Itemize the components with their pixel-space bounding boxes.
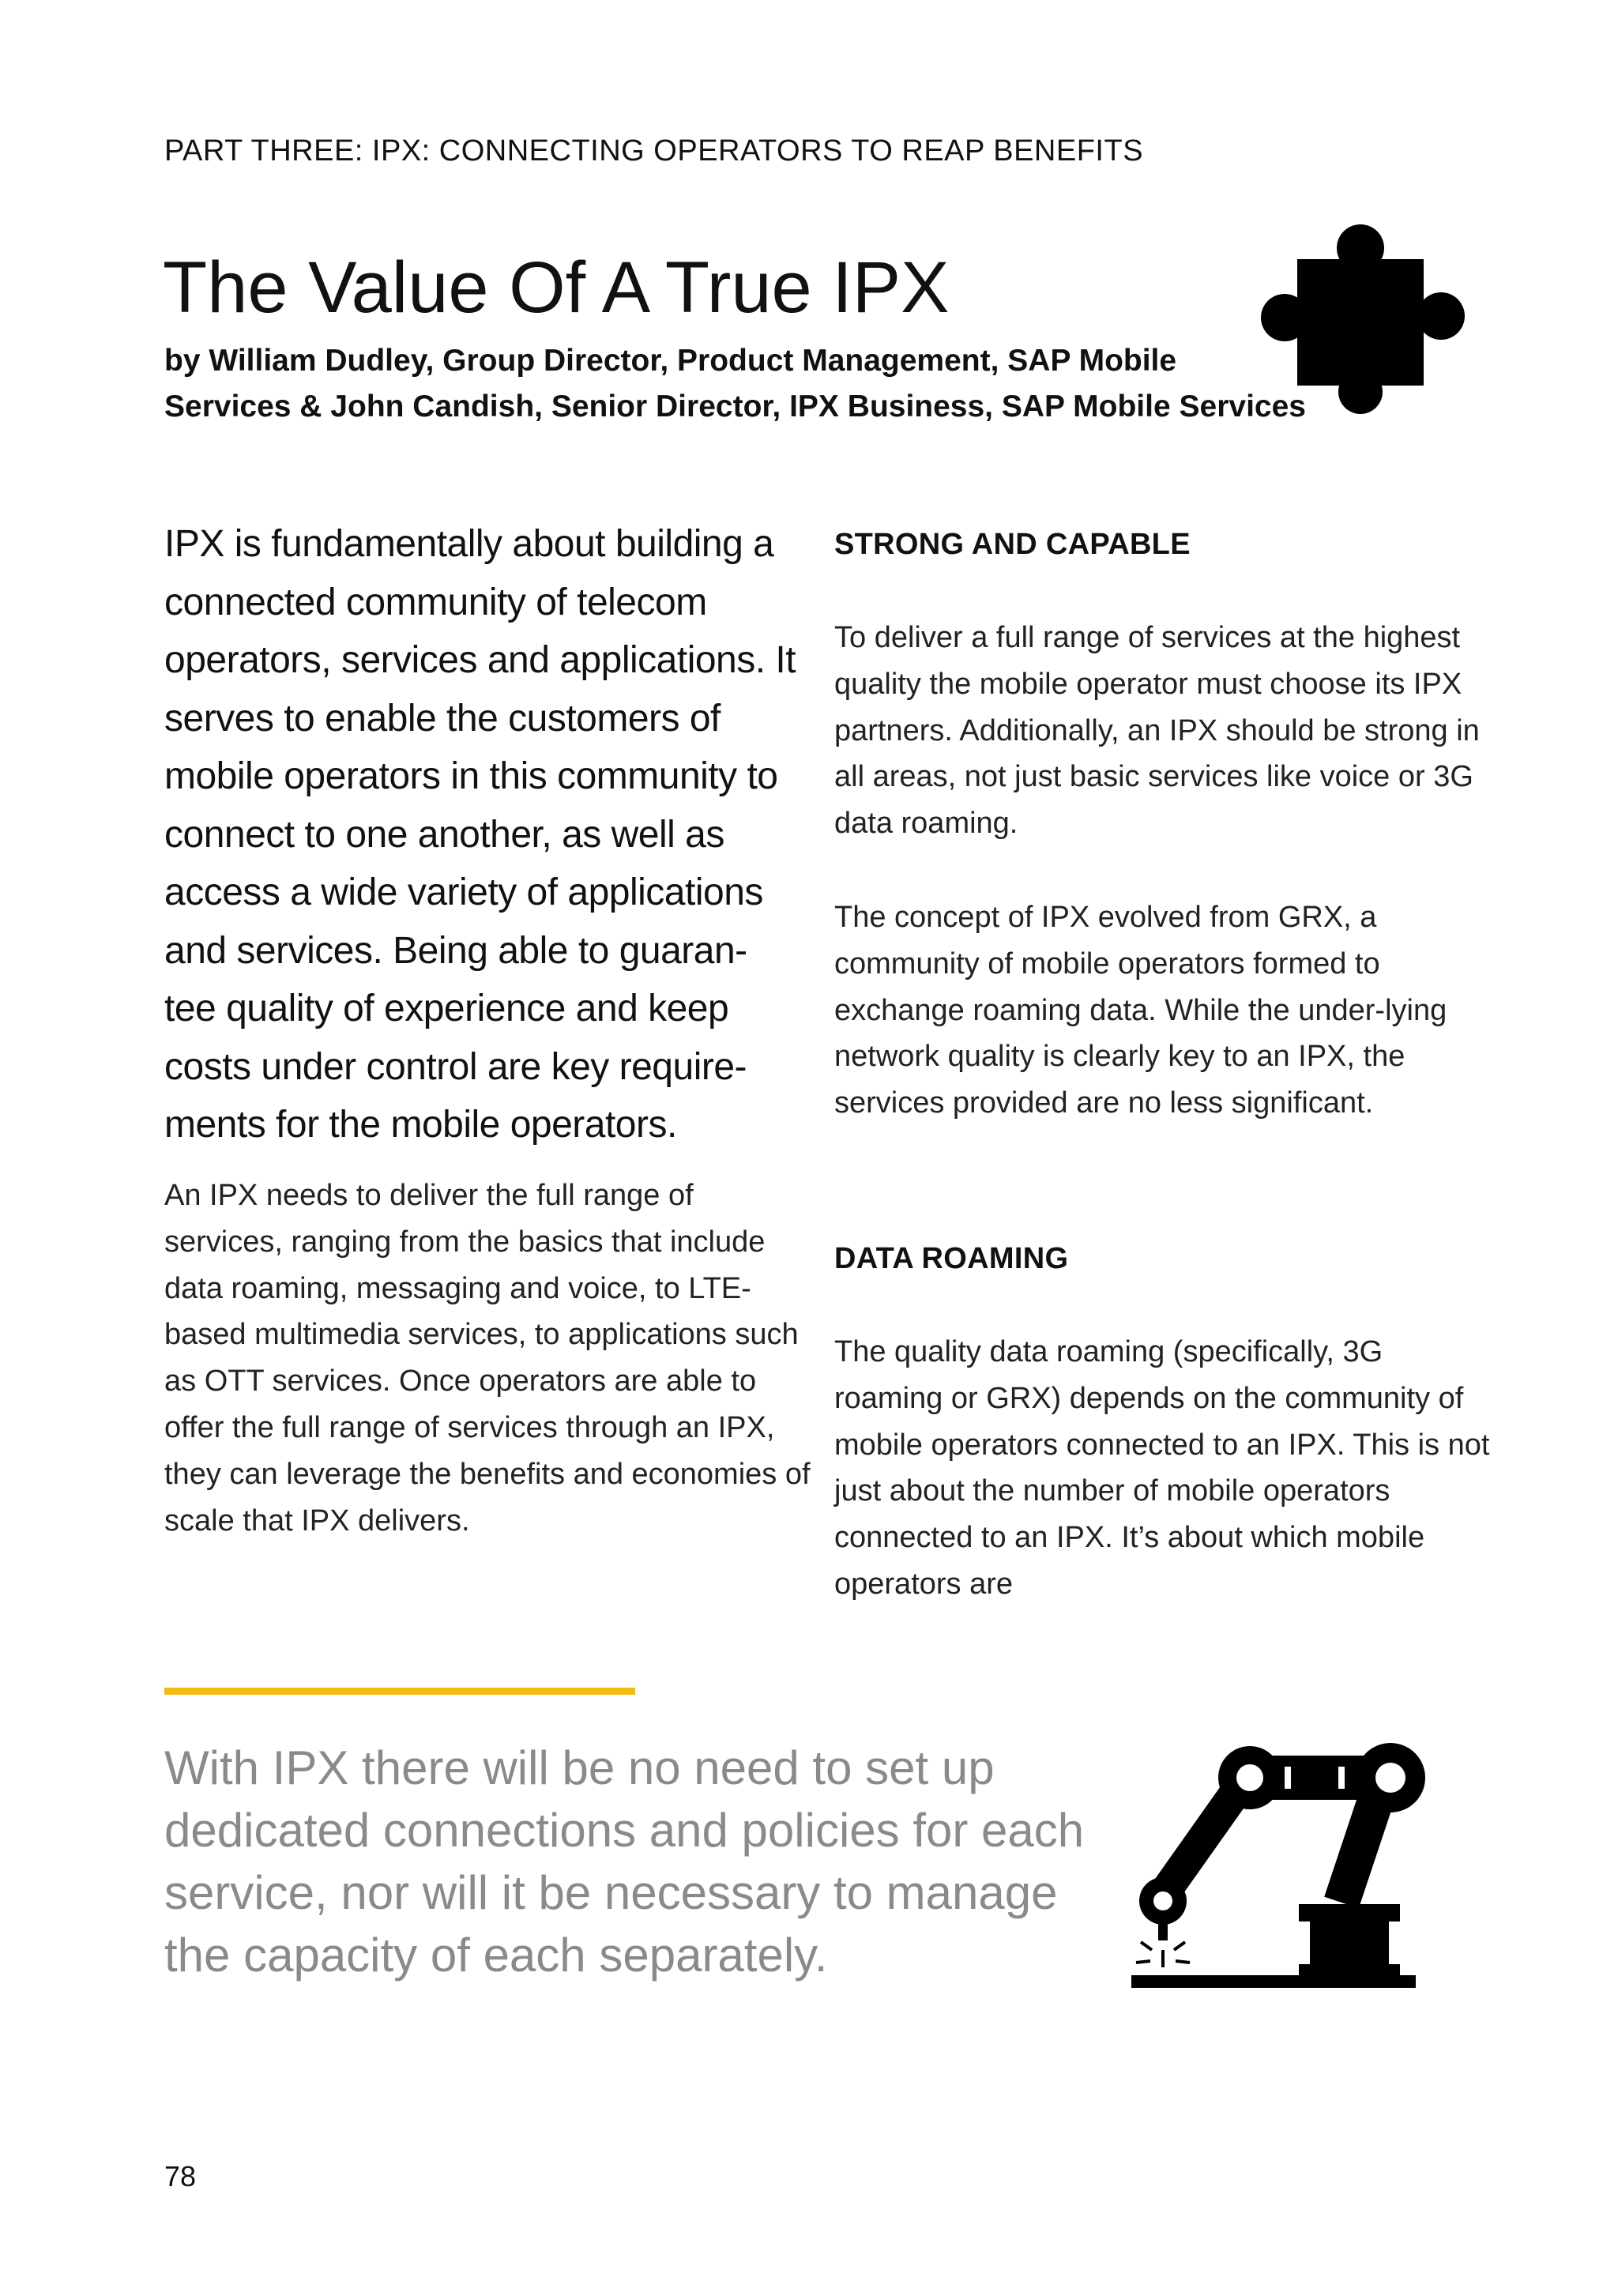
article-title: The Value Of A True IPX <box>163 247 950 328</box>
section-heading-data-roaming: DATA ROAMING <box>834 1241 1069 1275</box>
pull-quote: With IPX there will be no need to set up dedicated connections and policies for each service, nor will it be necessary to manage the capacity of each separately. <box>164 1741 1085 1982</box>
part-title: PART THREE: IPX: CONNECTING OPERATORS TO REAP BENEFITS <box>164 134 1144 167</box>
robot-arm-icon <box>1130 1738 1441 1994</box>
article-byline <box>164 338 1349 430</box>
section-paragraph: The quality data roaming (specifically, 3G roaming or GRX) depends on the community of mobile operators connected to an IPX. This is not just about the number of mobile operators connected to an IPX. It’s about which mobile operators are <box>834 1334 1490 1601</box>
accent-rule <box>164 1688 635 1695</box>
section-paragraph: The concept of IPX evolved from GRX, a community of mobile operators formed to exchange roaming data. While the under-lying network quality is clearly key to an IPX, the services provided are no less significant. <box>834 900 1447 1120</box>
page-number: 78 <box>164 2160 197 2192</box>
body-paragraph: An IPX needs to deliver the full range of services, ranging from the basics that include data roaming, messaging and voice, to LTE-based multimedia services, to applications such as OTT services. Once operators are able to offer the full range of services through an IPX, they can leverage the benefits and economies of scale that IPX delivers. <box>164 1179 811 1538</box>
byline-line: by William Dudley, Group Director, Product Management, SAP Mobile <box>164 344 1177 378</box>
right-column <box>834 521 1498 1608</box>
byline-line: Services & John Candish, Senior Director, IPX Business, SAP Mobile Services <box>164 390 1306 423</box>
section-paragraph: To deliver a full range of services at the highest quality the mobile operator must choose its IPX partners. Additionally, an IPX should be strong in all areas, not just basic services like voice or 3G data roaming. <box>834 621 1480 841</box>
puzzle-piece-icon <box>1256 213 1474 422</box>
section-heading-strong-and-capable: STRONG AND CAPABLE <box>834 528 1191 561</box>
lede-paragraph: IPX is fundamentally about building a connected community of telecom operators, services and applications. It serves to enable the customers of mobile operators in this community to connect to one another, as well as access a wide variety of applications and services. Being able to guaran-tee quality of experience and keep costs under control are key require-ments for the mobile operators. <box>164 523 796 1146</box>
